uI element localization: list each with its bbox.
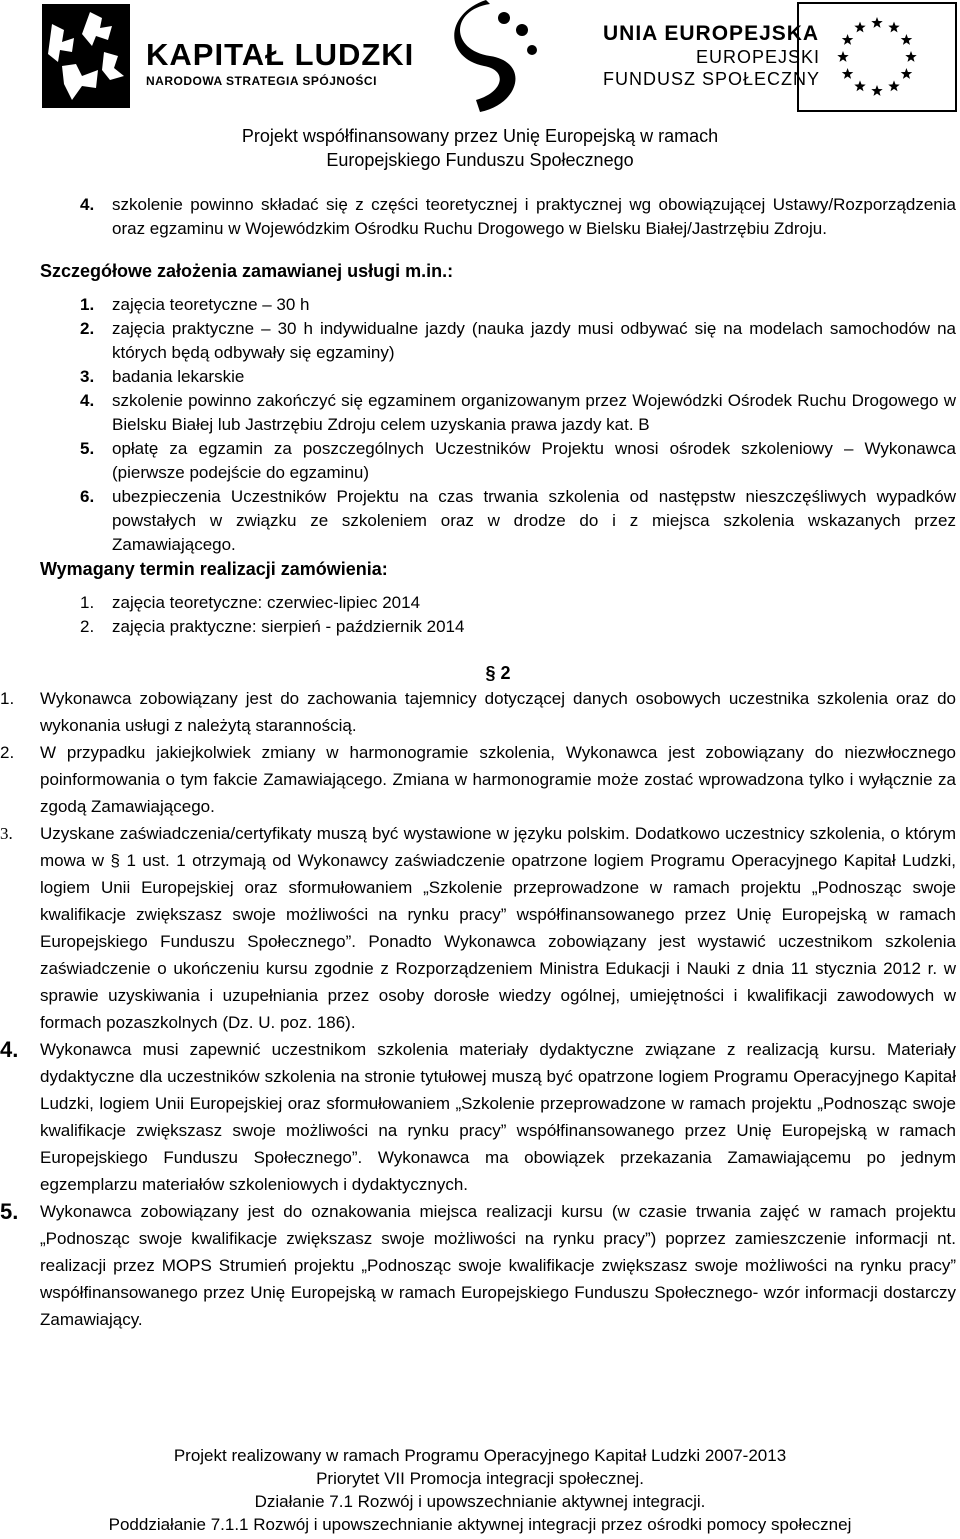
list-number: 3. — [80, 367, 95, 386]
details-heading: Szczegółowe założenia zamawianej usługi m.in.: — [40, 261, 454, 281]
footer-line4: Poddziałanie 7.1.1 Rozwój i upowszechnianie aktywnej integracji przez ośrodki pomocy społecznej — [108, 1515, 852, 1534]
ue-line2: EUROPEJSKI — [696, 47, 821, 67]
star-icon — [854, 80, 865, 91]
star-icon — [854, 22, 865, 33]
list-item — [40, 615, 956, 639]
eu-flag-icon — [797, 2, 957, 112]
list-text: szkolenie powinno zakończyć się egzaminem organizowanym przez Wojewódzki Ośrodek Ruchu Drogowego w Bielsku Białej lub Jastrzębiu Zdroju celem uzyskania prawa jazdy kat. B — [112, 391, 956, 434]
section-number: 3. — [0, 824, 13, 843]
list-number: 4. — [80, 391, 95, 410]
list-text: opłatę za egzamin za poszczególnych Uczestników Projektu wnosi ośrodek szkoleniowy – Wykonawca (pierwsze podejście do egzaminu) — [112, 439, 956, 482]
list-item — [40, 193, 956, 241]
list-item — [40, 591, 956, 615]
section-text: W przypadku jakiejkolwiek zmiany w harmonogramie szkolenia, Wykonawca jest zobowiązany do niezwłocznego poinformowania o tym fakcie Zamawiającego. Zmiana w harmonogramie może zostać wprowadzona tylko i wyłącznie za zgodą Zamawiającego. — [40, 743, 956, 816]
kl-subtitle: NARODOWA STRATEGIA SPÓJNOŚCI — [146, 74, 377, 88]
ue-line3: FUNDUSZ SPOŁECZNY — [603, 69, 821, 89]
section-item — [0, 739, 956, 820]
section-number: 1. — [0, 689, 15, 708]
header-line1: Projekt współfinansowany przez Unię Europejską w ramach — [241, 126, 719, 146]
star-icon — [871, 85, 882, 96]
star-icon — [888, 80, 899, 91]
section-text: Wykonawca zobowiązany jest do zachowania tajemnicy dotyczącej danych osobowych uczestnika szkolenia oraz do wykonania usługi z należytą starannością. — [40, 689, 956, 735]
ue-line1: UNIA EUROPEJSKA — [603, 22, 820, 45]
term-heading: Wymagany termin realizacji zamówienia: — [40, 559, 388, 579]
list-text: zajęcia teoretyczne – 30 h — [112, 295, 310, 314]
header-line2: Europejskiego Funduszu Społecznego — [326, 150, 634, 170]
strumien-logo-icon — [420, 0, 580, 118]
list-number: 1. — [80, 295, 95, 314]
section-number: 2. — [0, 743, 15, 762]
star-icon — [837, 51, 848, 62]
list-number: 5. — [80, 439, 95, 458]
list-text: ubezpieczenia Uczestników Projektu na czas trwania szkolenia od następstw nieszczęśliwych wypadków powstałych w związku ze szkoleniem oraz w drodze do i z miejsca szkolenia wskazanych przez Zamawiającego. — [112, 487, 956, 554]
details-list — [40, 293, 956, 557]
footer — [0, 1444, 960, 1536]
star-icon — [905, 51, 916, 62]
section-text: Wykonawca zobowiązany jest do oznakowania miejsca realizacji kursu (w czasie trwania zajęć w ramach projektu „Podnosząc swoje kwalifikacje zwiększasz swoje możliwości na rynku pracy”) poprzez zamieszczenie informacji nt. realizacji przez MOPS Strumień projektu „Podnosząc swoje kwalifikacje zwiększasz swoje możliwości na rynku pracy” współfinansowanego przez Unię Europejską w ramach Europejskiego Funduszu Społecznego- wzór informacji dostarczy Zamawiający. — [40, 1202, 956, 1329]
top-list — [40, 193, 956, 241]
ue-text — [603, 22, 820, 90]
list-item — [40, 485, 956, 557]
star-icon — [842, 34, 854, 45]
footer-line2: Priorytet VII Promocja integracji społecznej. — [316, 1469, 644, 1488]
kl-title: KAPITAŁ LUDZKI — [146, 37, 415, 72]
header — [0, 124, 960, 172]
section-item — [0, 1198, 956, 1333]
terms-list — [40, 591, 956, 639]
list-text: zajęcia praktyczne: sierpień - październik 2014 — [112, 617, 465, 636]
list-item — [40, 317, 956, 365]
list-number: 4. — [80, 195, 95, 214]
section-item — [0, 685, 956, 739]
section-item — [0, 1036, 956, 1198]
footer-line1: Projekt realizowany w ramach Programu Operacyjnego Kapitał Ludzki 2007-2013 — [173, 1446, 787, 1465]
list-item — [40, 389, 956, 437]
star-icon — [871, 17, 882, 28]
list-text: badania lekarskie — [112, 367, 245, 386]
logo-bar — [0, 0, 960, 120]
list-text: zajęcia praktyczne – 30 h indywidualne jazdy (nauka jazdy musi odbywać się na modelach samochodów na których będą odbywały się egzaminy) — [112, 319, 956, 362]
section-number: 4. — [0, 1037, 19, 1062]
list-number: 6. — [80, 487, 95, 506]
footer-line3: Działanie 7.1 Rozwój i upowszechnianie aktywnej integracji. — [254, 1492, 706, 1511]
star-icon — [888, 22, 899, 33]
list-text: szkolenie powinno składać się z części teoretycznej i praktycznej wg obowiązującej Ustawy/Rozporządzenia oraz egzaminu w Wojewódzkim Ośrodku Ruchu Drogowego w Bielsku Białej/Jastrzębiu Zdroju. — [112, 195, 956, 238]
star-icon — [901, 34, 913, 45]
document-body — [0, 193, 956, 1333]
section-text: Wykonawca musi zapewnić uczestnikom szkolenia materiały dydaktyczne związane z realizacją kursu. Materiały dydaktyczne dla uczestników szkolenia na stronie tytułowej muszą być opatrzone logiem Programu Operacyjnego Kapitał Ludzki, logiem Unii Europejskiej oraz sformułowaniem „Szkolenie przeprowadzone w ramach projektu „Podnosząc swoje kwalifikacje zwiększasz swoje możliwości na rynku pracy” współfinansowanego przez Unię Europejską w ramach Europejskiego Funduszu Społecznego”. Wykonawca ma obowiązek przekazania Zamawiającemu po jednym egzemplarzu materiałów szkoleniowych i dydaktycznych. — [40, 1040, 956, 1194]
section-mark: § 2 — [485, 663, 511, 683]
list-number: 2. — [80, 617, 95, 636]
section-list — [0, 685, 956, 1333]
star-icon — [901, 68, 913, 79]
star-icon — [842, 68, 854, 79]
section-number: 5. — [0, 1199, 19, 1224]
list-number: 2. — [80, 319, 95, 338]
kapital-ludzki-logo-icon — [42, 4, 130, 108]
list-item — [40, 365, 956, 389]
list-text: zajęcia teoretyczne: czerwiec-lipiec 2014 — [112, 593, 421, 612]
list-item — [40, 437, 956, 485]
list-number: 1. — [80, 593, 95, 612]
section-text: Uzyskane zaświadczenia/certyfikaty muszą być wystawione w języku polskim. Dodatkowo uczestnicy szkolenia, o którym mowa w § 1 ust. 1 otrzymają od Wykonawcy zaświadczenie opatrzone logiem Programu Operacyjnego Kapitał Ludzki, logiem Unii Europejskiej oraz sformułowaniem „Szkolenie przeprowadzone w ramach projektu „Podnosząc swoje kwalifikacje zwiększasz swoje możliwości na rynku pracy” współfinansowanego przez Unię Europejską w ramach Europejskiego Funduszu Społecznego”. Ponadto Wykonawca zobowiązany jest wystawić uczestnikom szkolenia zaświadczenie o ukończeniu kursu zgodnie z Rozporządzeniem Ministra Edukacji i Nauki z dnia 11 stycznia 2012 r. w sprawie uzyskiwania i uzupełniania przez osoby dorosłe wiedzy ogólnej, umiejętności i kwalifikacji zawodowych w formach pozaszkolnych (Dz. U. poz. 186). — [40, 824, 956, 1032]
kapital-ludzki-text — [146, 38, 414, 88]
list-item — [40, 293, 956, 317]
section-item — [0, 820, 956, 1036]
